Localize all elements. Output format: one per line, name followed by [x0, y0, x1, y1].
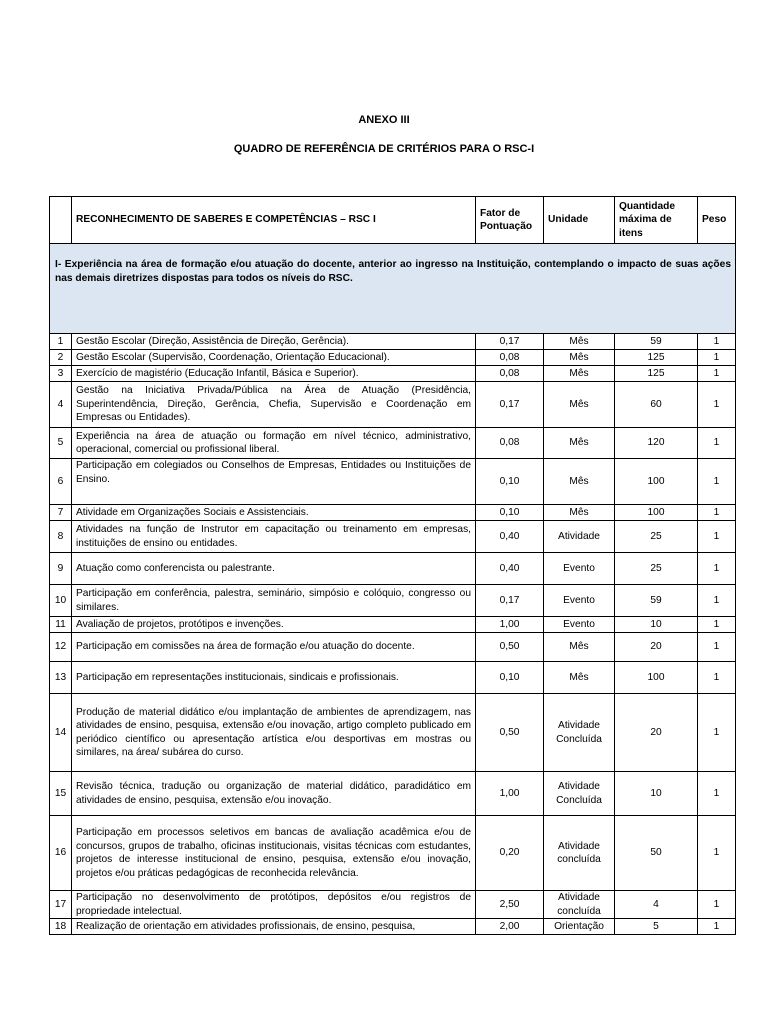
row-unit: Mês	[544, 459, 615, 505]
row-number: 2	[50, 350, 72, 366]
row-number: 7	[50, 505, 72, 521]
row-weight: 1	[698, 617, 736, 633]
row-unit: Mês	[544, 428, 615, 459]
row-factor: 0,40	[476, 553, 544, 585]
row-max-items: 59	[615, 585, 698, 617]
row-unit: Atividade Concluída	[544, 694, 615, 772]
row-weight: 1	[698, 694, 736, 772]
row-weight: 1	[698, 350, 736, 366]
header-number-cell	[50, 197, 72, 244]
row-max-items: 125	[615, 366, 698, 382]
row-description: Produção de material didático e/ou implantação de ambientes de aprendizagem, nas atividades de ensino, pesquisa, extensão e/ou inovação, artigo completo publicado em periódico científico ou apresentação artística e/ou desportivas em mostras ou similares, na área/ subárea do curso.	[72, 694, 476, 772]
table-row	[50, 521, 736, 553]
row-description: Gestão na Iniciativa Privada/Pública na Área de Atuação (Presidência, Superintendência, Direção, Gerência, Chefia, Supervisão e Coordenação em Empresas ou Entidades).	[72, 382, 476, 428]
table-row	[50, 459, 736, 505]
row-description: Participação em comissões na área de formação e/ou atuação do docente.	[72, 633, 476, 662]
row-number: 15	[50, 772, 72, 816]
row-number: 18	[50, 919, 72, 935]
row-max-items: 59	[615, 334, 698, 350]
row-max-items: 20	[615, 694, 698, 772]
row-factor: 0,10	[476, 505, 544, 521]
row-number: 1	[50, 334, 72, 350]
table-row	[50, 772, 736, 816]
row-description: Atuação como conferencista ou palestrante.	[72, 553, 476, 585]
row-description: Atividade em Organizações Sociais e Assistenciais.	[72, 505, 476, 521]
table-row	[50, 891, 736, 919]
header-unit: Unidade	[544, 197, 615, 244]
row-weight: 1	[698, 382, 736, 428]
row-unit: Mês	[544, 505, 615, 521]
row-max-items: 100	[615, 662, 698, 694]
row-factor: 0,50	[476, 694, 544, 772]
table-row	[50, 428, 736, 459]
row-weight: 1	[698, 334, 736, 350]
row-description: Participação em processos seletivos em bancas de avaliação acadêmica e/ou de concursos, grupos de trabalho, oficinas institucionais, visitas técnicas com estudantes, projetos de interesse institucional de ensino, pesquisa, extensão e/ou inovação, projetos e/ou práticas pedagógicas de reconhecida relevância.	[72, 816, 476, 891]
row-weight: 1	[698, 553, 736, 585]
table-row	[50, 553, 736, 585]
table-row	[50, 919, 736, 935]
row-factor: 0,10	[476, 459, 544, 505]
header-factor: Fator de Pontuação	[476, 197, 544, 244]
row-weight: 1	[698, 662, 736, 694]
row-number: 6	[50, 459, 72, 505]
row-description: Participação no desenvolvimento de protótipos, depósitos e/ou registros de propriedade intelectual.	[72, 891, 476, 919]
row-number: 13	[50, 662, 72, 694]
row-max-items: 100	[615, 505, 698, 521]
row-weight: 1	[698, 428, 736, 459]
row-number: 16	[50, 816, 72, 891]
row-weight: 1	[698, 772, 736, 816]
row-factor: 1,00	[476, 772, 544, 816]
table-row	[50, 334, 736, 350]
row-number: 10	[50, 585, 72, 617]
table-header-row	[50, 197, 736, 244]
row-unit: Mês	[544, 633, 615, 662]
annex-title: ANEXO III	[358, 114, 410, 126]
row-factor: 0,40	[476, 521, 544, 553]
row-description: Atividades na função de Instrutor em capacitação ou treinamento em empresas, instituições de ensino ou entidades.	[72, 521, 476, 553]
row-unit: Atividade concluída	[544, 816, 615, 891]
header-weight: Peso	[698, 197, 736, 244]
section-description: I- Experiência na área de formação e/ou atuação do docente, anterior ao ingresso na Instituição, contemplando o impacto de suas ações nas demais diretrizes dispostas para todos os níveis do RSC.	[50, 244, 736, 334]
row-max-items: 25	[615, 521, 698, 553]
row-factor: 0,20	[476, 816, 544, 891]
row-unit: Mês	[544, 334, 615, 350]
row-unit: Evento	[544, 553, 615, 585]
row-weight: 1	[698, 521, 736, 553]
row-number: 14	[50, 694, 72, 772]
row-max-items: 25	[615, 553, 698, 585]
row-max-items: 60	[615, 382, 698, 428]
table-title: QUADRO DE REFERÊNCIA DE CRITÉRIOS PARA O RSC-I	[233, 143, 535, 155]
row-factor: 2,00	[476, 919, 544, 935]
row-description: Gestão Escolar (Supervisão, Coordenação, Orientação Educacional).	[72, 350, 476, 366]
row-factor: 0,17	[476, 334, 544, 350]
row-factor: 0,08	[476, 366, 544, 382]
row-weight: 1	[698, 891, 736, 919]
row-max-items: 120	[615, 428, 698, 459]
row-description: Experiência na área de atuação ou formação em nível técnico, administrativo, operacional, comercial ou profissional liberal.	[72, 428, 476, 459]
row-weight: 1	[698, 366, 736, 382]
row-weight: 1	[698, 505, 736, 521]
row-description: Participação em colegiados ou Conselhos de Empresas, Entidades ou Instituições de Ensino.	[72, 459, 476, 505]
row-weight: 1	[698, 585, 736, 617]
header-max-items: Quantidade máxima de itens	[615, 197, 698, 244]
header-title: RECONHECIMENTO DE SABERES E COMPETÊNCIAS – RSC I	[72, 197, 476, 244]
row-number: 3	[50, 366, 72, 382]
row-number: 8	[50, 521, 72, 553]
table-row	[50, 382, 736, 428]
table-row	[50, 633, 736, 662]
row-number: 9	[50, 553, 72, 585]
row-factor: 0,17	[476, 382, 544, 428]
row-unit: Evento	[544, 585, 615, 617]
row-unit: Atividade concluída	[544, 891, 615, 919]
row-factor: 0,17	[476, 585, 544, 617]
row-description: Participação em representações institucionais, sindicais e profissionais.	[72, 662, 476, 694]
row-unit: Mês	[544, 366, 615, 382]
table-row	[50, 505, 736, 521]
row-number: 5	[50, 428, 72, 459]
row-factor: 1,00	[476, 617, 544, 633]
row-factor: 0,50	[476, 633, 544, 662]
row-weight: 1	[698, 459, 736, 505]
table-row	[50, 366, 736, 382]
row-unit: Orientação	[544, 919, 615, 935]
row-factor: 0,08	[476, 428, 544, 459]
row-number: 4	[50, 382, 72, 428]
row-description: Revisão técnica, tradução ou organização de material didático, paradidático em atividades de ensino, pesquisa, extensão e/ou inovação.	[72, 772, 476, 816]
row-number: 17	[50, 891, 72, 919]
row-max-items: 5	[615, 919, 698, 935]
row-max-items: 50	[615, 816, 698, 891]
row-unit: Atividade Concluída	[544, 772, 615, 816]
row-factor: 0,10	[476, 662, 544, 694]
row-description: Participação em conferência, palestra, seminário, simpósio e colóquio, congresso ou similares.	[72, 585, 476, 617]
row-weight: 1	[698, 919, 736, 935]
row-unit: Mês	[544, 382, 615, 428]
table-row	[50, 617, 736, 633]
row-factor: 2,50	[476, 891, 544, 919]
row-weight: 1	[698, 633, 736, 662]
row-description: Gestão Escolar (Direção, Assistência de Direção, Gerência).	[72, 334, 476, 350]
row-description: Realização de orientação em atividades profissionais, de ensino, pesquisa,	[72, 919, 476, 935]
row-factor: 0,08	[476, 350, 544, 366]
table-row	[50, 585, 736, 617]
row-number: 12	[50, 633, 72, 662]
row-unit: Mês	[544, 662, 615, 694]
table-row	[50, 816, 736, 891]
row-max-items: 4	[615, 891, 698, 919]
row-max-items: 125	[615, 350, 698, 366]
row-number: 11	[50, 617, 72, 633]
row-max-items: 10	[615, 617, 698, 633]
row-max-items: 10	[615, 772, 698, 816]
row-max-items: 20	[615, 633, 698, 662]
table-row	[50, 662, 736, 694]
row-unit: Mês	[544, 350, 615, 366]
row-weight: 1	[698, 816, 736, 891]
section-row	[50, 244, 736, 334]
row-description: Avaliação de projetos, protótipos e invenções.	[72, 617, 476, 633]
row-description: Exercício de magistério (Educação Infantil, Básica e Superior).	[72, 366, 476, 382]
row-max-items: 100	[615, 459, 698, 505]
criteria-table	[49, 196, 736, 935]
table-row	[50, 694, 736, 772]
row-unit: Atividade	[544, 521, 615, 553]
table-row	[50, 350, 736, 366]
row-unit: Evento	[544, 617, 615, 633]
